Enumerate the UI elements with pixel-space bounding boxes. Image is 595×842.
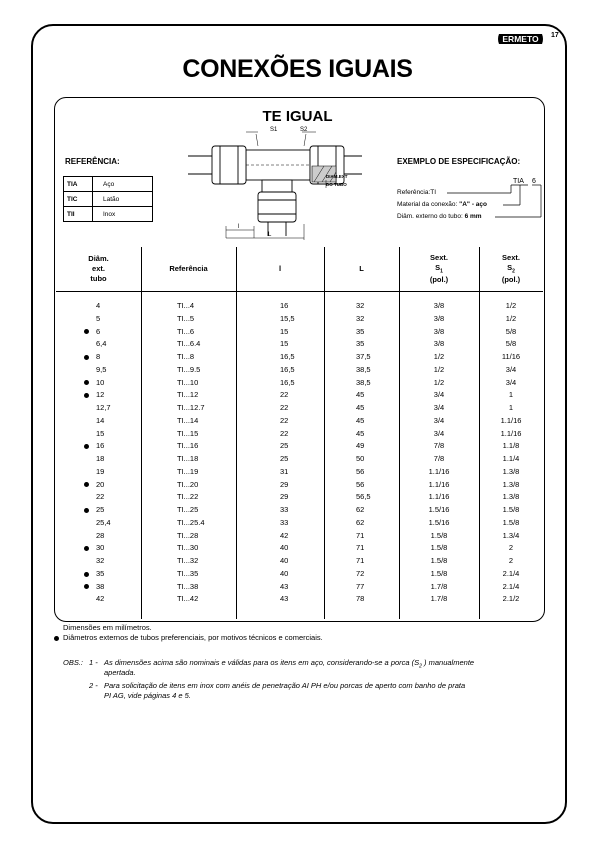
preferred-dot-icon — [84, 572, 89, 577]
table-cell-d: 20 — [96, 479, 105, 489]
table-cell-s2: 1/2 — [505, 313, 517, 323]
header-s1-unit: (pol.) — [429, 275, 449, 285]
header-s2-subscript: 2 — [512, 268, 515, 275]
table-cell-s1: 3/4 — [433, 403, 445, 412]
table-cell-s2: 1.1/16 — [500, 428, 522, 438]
table-cell-d: 28 — [96, 530, 105, 540]
table-cell-ref: TI...25.4 — [177, 517, 205, 527]
header-diameter — [56, 247, 141, 291]
preferred-dot-icon — [84, 584, 89, 589]
obs-item1-continued: apertada. — [104, 668, 136, 677]
table-cell-s1: 1.1/16 — [428, 479, 450, 489]
obs-item2-continued: PI AG, vide páginas 4 e 5. — [104, 691, 191, 700]
header-s2-unit: (pol.) — [501, 275, 521, 285]
reference-label: REFERÊNCIA: — [65, 157, 120, 166]
table-cell-l: 35 — [356, 326, 365, 336]
table-cell-d: 25,4 — [96, 517, 111, 527]
table-cell-s1: 1.5/8 — [430, 556, 448, 565]
header-s2-line1: Sext. — [502, 252, 520, 262]
header-diameter-line1: Diâm. — [88, 253, 109, 263]
table-cell-ref: TI...20 — [177, 479, 199, 489]
section-title: TE IGUAL — [262, 108, 333, 125]
table-cell-ref: TI...30 — [177, 543, 199, 553]
table-cell-ref: TI...5 — [177, 313, 195, 323]
table-cell-s2: 1 — [508, 390, 514, 400]
table-cell-ref: TI...12 — [177, 390, 199, 400]
table-cell-d: 15 — [96, 428, 105, 438]
label-s1: S1 — [270, 127, 278, 133]
table-cell-l: 29 — [280, 492, 289, 502]
table-cell-d: 42 — [96, 594, 105, 604]
table-cell-l: 16 — [280, 301, 289, 310]
table-cell-d: 18 — [96, 454, 105, 463]
table-cell-s1: 1.5/16 — [428, 517, 450, 527]
table-cell-l: 43 — [280, 581, 289, 591]
table-cell-s1: 1.5/8 — [430, 543, 448, 553]
table-cell-ref: TI...35 — [177, 568, 199, 578]
dimension-table — [56, 247, 543, 619]
table-cell-l: 16,5 — [280, 364, 295, 374]
example-diameter-prefix: Diâm. externo do tubo: — [397, 213, 465, 220]
table-cell-s2: 1.3/8 — [502, 466, 520, 476]
preferred-dot-icon — [84, 444, 89, 449]
table-cell-s1: 3/8 — [433, 301, 445, 310]
table-cell-s1: 3/8 — [433, 339, 445, 349]
column-divider — [399, 247, 400, 619]
table-cell-l: 16,5 — [280, 377, 295, 387]
reference-row — [64, 177, 153, 192]
note-preferred — [63, 633, 323, 643]
table-cell-s2: 1.1/4 — [502, 454, 520, 463]
table-cell-ref: TI...6.4 — [177, 339, 201, 349]
column-divider — [479, 247, 480, 619]
table-cell-l: 15,5 — [280, 313, 295, 323]
header-s2 — [479, 247, 543, 291]
table-cell-s2: 5/8 — [505, 339, 517, 349]
page-title: CONEXÕES IGUAIS — [182, 55, 413, 83]
label-s2: S2 — [300, 127, 308, 133]
label-diam-ext: DIAM.EXT — [326, 174, 348, 179]
table-cell-ref: TI...6 — [177, 326, 195, 336]
example-material-line — [397, 201, 487, 208]
obs-item1-part-a: As dimensões acima são nominais e válidas para os itens em aço, considerando-se a porca (S — [104, 658, 420, 667]
note-preferred-text: Diâmetros externos de tubos preferenciais, por motivos técnicos e comerciais. — [63, 633, 323, 642]
table-cell-ref: TI...38 — [177, 581, 199, 591]
obs-item2-number: 2 - — [89, 681, 98, 690]
table-cell-d: 35 — [96, 568, 105, 578]
table-cell-s1: 1.5/16 — [428, 505, 450, 514]
table-cell-d: 6 — [96, 326, 101, 336]
table-cell-d: 4 — [96, 301, 101, 310]
table-cell-s1: 3/8 — [433, 326, 445, 336]
table-cell-s1: 1/2 — [433, 377, 445, 387]
table-cell-ref: TI...10 — [177, 377, 199, 387]
table-header-divider — [56, 291, 543, 292]
table-cell-l: 22 — [280, 390, 289, 400]
table-cell-d: 10 — [96, 377, 105, 387]
label-l-small: l — [238, 224, 240, 230]
label-do-tubo: DO TUBO — [326, 182, 347, 187]
table-cell-s2: 1.3/8 — [502, 479, 520, 489]
table-cell-d: 12,7 — [96, 403, 111, 412]
table-cell-d: 14 — [96, 415, 105, 425]
table-cell-ref: TI...15 — [177, 428, 199, 438]
table-cell-s2: 11/16 — [501, 352, 521, 361]
table-cell-d: 8 — [96, 352, 101, 361]
table-cell-d: 25 — [96, 505, 105, 514]
example-material-value: "A" - aço — [459, 201, 487, 208]
table-cell-d: 30 — [96, 543, 105, 553]
table-cell-s2: 1.3/4 — [502, 530, 520, 540]
table-cell-l: 40 — [280, 543, 289, 553]
table-cell-l: 25 — [280, 441, 289, 451]
table-cell-s2: 1.1/16 — [500, 415, 522, 425]
column-divider — [236, 247, 237, 619]
table-cell-d: 12 — [96, 390, 105, 400]
table-cell-d: 32 — [96, 556, 105, 565]
table-cell-d: 5 — [96, 313, 101, 323]
table-cell-ref: TI...9.5 — [177, 364, 201, 374]
table-cell-s1: 1/2 — [433, 352, 445, 361]
reference-row — [64, 207, 153, 222]
table-cell-l: 32 — [356, 301, 365, 310]
table-cell-l: 45 — [356, 403, 365, 412]
table-cell-s2: 3/4 — [505, 364, 517, 374]
table-cell-s2: 3/4 — [505, 377, 517, 387]
obs-item1-subscript: 2 — [419, 663, 422, 670]
brand-text: ERMETO — [502, 34, 539, 44]
preferred-dot-icon — [84, 508, 89, 513]
example-label: EXEMPLO DE ESPECIFICAÇÃO: — [397, 157, 521, 166]
table-cell-l: 56 — [356, 466, 365, 476]
table-cell-l: 31 — [280, 466, 289, 476]
example-code-a: TIA — [513, 178, 524, 185]
table-cell-s1: 1.5/8 — [430, 530, 448, 540]
table-cell-l: 40 — [280, 568, 289, 578]
table-cell-d: 22 — [96, 492, 105, 502]
reference-material: Latão — [93, 192, 153, 207]
table-cell-l: 33 — [280, 505, 289, 514]
table-cell-l: 22 — [280, 415, 289, 425]
header-s1 — [399, 247, 479, 291]
table-cell-l: 38,5 — [356, 364, 371, 374]
table-cell-l: 62 — [356, 505, 365, 514]
preferred-dot-icon — [84, 329, 89, 334]
table-cell-l: 22 — [280, 403, 289, 412]
table-cell-l: 22 — [280, 428, 289, 438]
header-s2-symbol: S — [507, 262, 513, 272]
table-cell-ref: TI...28 — [177, 530, 199, 540]
header-s1-line1: Sext. — [430, 252, 448, 262]
table-cell-l: 49 — [356, 441, 365, 451]
table-cell-s1: 1.1/16 — [428, 466, 450, 476]
table-cell-d: 38 — [96, 581, 105, 591]
table-cell-s1: 3/4 — [433, 428, 445, 438]
table-cell-ref: TI...4 — [177, 301, 195, 310]
table-cell-s2: 2.1/4 — [502, 568, 520, 578]
note-dimensions: Dimensões em milímetros. — [63, 623, 152, 632]
table-cell-ref: TI...42 — [177, 594, 199, 604]
notes — [63, 623, 323, 643]
table-cell-s1: 3/4 — [433, 390, 445, 400]
table-cell-l: 29 — [280, 479, 289, 489]
table-cell-d: 16 — [96, 441, 105, 451]
table-cell-ref: TI...19 — [177, 466, 199, 476]
example-reference-line: Referência:TI — [397, 189, 437, 196]
reference-material: Aço — [93, 177, 153, 192]
table-cell-l: 42 — [280, 530, 289, 540]
table-cell-s1: 7/8 — [433, 454, 445, 463]
obs-item1-number: 1 - — [89, 658, 98, 667]
table-cell-s1: 7/8 — [433, 441, 445, 451]
ermeto-logo — [497, 33, 544, 45]
table-cell-l: 78 — [356, 594, 365, 604]
table-cell-l: 32 — [356, 313, 365, 323]
preferred-dot-icon — [84, 546, 89, 551]
table-cell-s2: 1 — [508, 403, 514, 412]
table-cell-s2: 1.5/8 — [502, 517, 520, 527]
table-cell-l: 71 — [356, 556, 365, 565]
example-code-b: 6 — [532, 178, 536, 185]
table-cell-l: 45 — [356, 390, 365, 400]
table-cell-s2: 1.1/8 — [502, 441, 520, 451]
table-cell-l: 71 — [356, 543, 365, 553]
table-cell-s1: 1.5/8 — [430, 568, 448, 578]
table-cell-l: 25 — [280, 454, 289, 463]
table-cell-l: 15 — [280, 339, 289, 349]
reference-code: TIC — [64, 192, 93, 207]
table-cell-ref: TI...12.7 — [177, 403, 205, 412]
obs-label: OBS.: — [63, 658, 84, 667]
table-cell-s1: 3/4 — [433, 415, 445, 425]
header-l-small: l — [278, 263, 282, 273]
table-cell-l: 33 — [280, 517, 289, 527]
table-cell-s2: 5/8 — [505, 326, 517, 336]
header-s1-subscript: 1 — [440, 268, 443, 275]
table-cell-s1: 1.1/16 — [428, 492, 450, 502]
table-cell-s2: 2.1/4 — [502, 581, 520, 591]
column-divider — [324, 247, 325, 619]
table-cell-ref: TI...16 — [177, 441, 199, 451]
reference-row — [64, 192, 153, 207]
table-cell-s2: 1/2 — [505, 301, 517, 310]
label-l-big: L — [268, 232, 272, 238]
table-cell-l: 72 — [356, 568, 365, 578]
example-diameter-line — [397, 213, 482, 220]
table-cell-l: 45 — [356, 428, 365, 438]
table-cell-l: 71 — [356, 530, 365, 540]
header-reference: Referência — [169, 263, 208, 273]
table-cell-s1: 1.7/8 — [430, 594, 448, 604]
table-cell-ref: TI...32 — [177, 556, 199, 565]
table-cell-l: 16,5 — [280, 352, 295, 361]
table-cell-s2: 2 — [508, 543, 514, 553]
table-cell-d: 6,4 — [96, 339, 107, 349]
preferred-dot-icon — [84, 393, 89, 398]
table-cell-ref: TI...14 — [177, 415, 199, 425]
header-l-big: L — [359, 263, 364, 273]
table-cell-ref: TI...18 — [177, 454, 199, 463]
obs-item1-text — [104, 658, 474, 672]
table-cell-s1: 1.7/8 — [430, 581, 448, 591]
preferred-dot-icon — [84, 482, 89, 487]
header-s1-symbol: S — [435, 262, 441, 272]
table-cell-l: 15 — [280, 326, 289, 336]
reference-code: TIA — [64, 177, 93, 192]
table-cell-l: 50 — [356, 454, 365, 463]
example-material-prefix: Material da conexão: — [397, 201, 460, 208]
table-cell-s2: 1.3/8 — [502, 492, 520, 502]
obs-item1-part-b: ) manualmente — [424, 658, 475, 667]
table-cell-l: 56 — [356, 479, 365, 489]
table-cell-s2: 2 — [508, 556, 514, 565]
table-cell-d: 19 — [96, 466, 105, 476]
example-diameter-value: 6 mm — [464, 213, 482, 220]
page-number: 17 — [551, 32, 559, 39]
table-cell-s1: 3/8 — [433, 313, 445, 323]
reference-table — [63, 176, 153, 222]
reference-material: Inox — [93, 207, 153, 222]
table-cell-l: 62 — [356, 517, 365, 527]
table-cell-l: 37,5 — [356, 352, 371, 361]
table-cell-s1: 1/2 — [433, 364, 445, 374]
table-cell-l: 38,5 — [356, 377, 371, 387]
preferred-dot-icon — [84, 380, 89, 385]
reference-code: TII — [64, 207, 93, 222]
table-cell-l: 56,5 — [356, 492, 371, 502]
table-cell-ref: TI...8 — [177, 352, 195, 361]
tee-fitting-drawing — [186, 126, 366, 242]
preferred-dot-icon — [84, 355, 89, 360]
table-cell-l: 77 — [356, 581, 365, 591]
table-cell-ref: TI...25 — [177, 505, 199, 514]
preferred-dot-icon — [54, 636, 59, 641]
table-cell-ref: TI...22 — [177, 492, 199, 502]
table-cell-l: 43 — [280, 594, 289, 604]
table-cell-s2: 1.5/8 — [502, 505, 520, 514]
table-cell-l: 40 — [280, 556, 289, 565]
header-diameter-line3: tubo — [90, 274, 107, 284]
header-diameter-line2: ext. — [92, 263, 105, 273]
table-cell-l: 45 — [356, 415, 365, 425]
table-cell-s2: 2.1/2 — [502, 594, 520, 604]
table-cell-l: 35 — [356, 339, 365, 349]
table-cell-d: 9,5 — [96, 364, 107, 374]
obs-item2-text: Para solicitação de itens em inox com anéis de penetração AI PH e/ou porcas de aperto com banho de prata — [104, 681, 466, 690]
column-divider — [141, 247, 142, 619]
